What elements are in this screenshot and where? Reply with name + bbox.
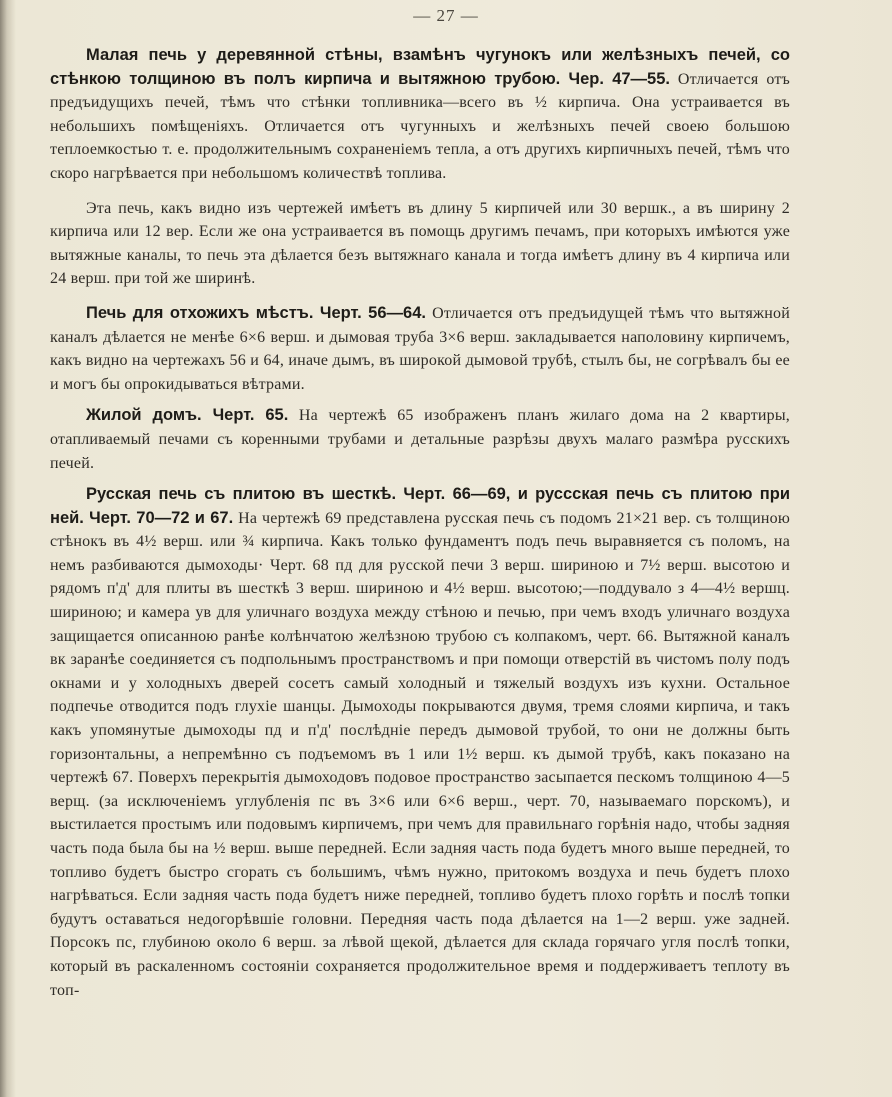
paragraph-small-stove (50, 44, 790, 186)
paragraph-text: Эта печь, какъ видно изъ чертежей имѣетъ въ длину 5 кирпичей или 30 вершк., а въ ширину 2 кирпича или 12 вер. Если же она устраивается въ помощь другимъ печамъ, при которыхъ имѣются уже вытяжные каналы, то печь эта дѣлается безъ вытяжнаго канала и тогда имѣетъ длину въ 4 кирпича или 24 верш. при той же ширинѣ. (50, 199, 790, 288)
section-heading: Русская печь съ плитою въ шесткѣ. Черт. 66—69, и русcская печь съ плитою при ней. Черт. 70—72 и 67. (50, 485, 790, 527)
paragraph-text: На чертежѣ 69 представлена русская печь съ подомъ 21×21 вер. съ толщиною стѣнокъ въ 4½ верш. или ¾ кирпича. Какъ только фундаментъ подъ печь выравняется съ поломъ, на немъ разбиваются дымоходы· Черт. 68 пд для русской печи 3 верш. шириною и 7½ верш. высотою и рядомъ п'д' для плиты въ шесткѣ 3 верш. шириною и 4½ верш. высотою;—поддувало з 4—4½ вершц. шириною; и камера ув для уличнаго воздуха между стѣною и печью, при чемъ входъ уличнаго воздуха защищается описанною ранѣе колѣнчатою желѣзною трубою съ колпакомъ, черт. 66. Вытяжной каналъ вк заранѣе соединяется съ подпольнымъ пространствомъ и при помощи отверстій въ чистомъ полу подъ окнами и у холодныхъ дверей сосетъ самый холодный и тяжелый воздухъ изъ кухни. Остальное подпечье отводится подъ глухіе шанцы. Дымоходы покрываются двумя, тремя слоями кирпича, и такъ какъ упомянутые дымоходы пд и п'д' послѣдніе передъ дымовой трубой, то они не должны быть горизонтальны, а непремѣнно съ подъемомъ въ 1 или 1½ верш. къ дымой трубѣ, какъ показано на чертежѣ 67. Поверхъ перекрытія дымоходовъ подовое пространство засыпается пескомъ толщиною 4—5 верщ. (за исключеніемъ углубленія пс въ 3×6 или 6×6 верш., черт. 70, называемаго порскомъ), и выстилается простымъ или подовымъ кирпичемъ, при чемъ для правильнаго горѣнія надо, чтобы задняя часть пода была бы на ½ верш. выше передней. Если задняя часть пода будетъ много выше передней, то топливо будетъ быстро сгорать съ большимъ, чѣмъ нужно, притокомъ воздуха и печь будетъ плохо нагрѣваться. Если задняя часть пода будетъ ниже передней, топливо будетъ плохо горѣть и послѣ топки будутъ оставаться недогорѣвшіе головни. Передняя часть пода дѣлается на 1—2 верш. уже задней. Порсокъ пс, глубиною около 6 верш. за лѣвой щекой, дѣлается для склада горячаго угля послѣ топки, который въ раскаленномъ состояніи сохраняется продолжительное время и поддерживаетъ теплоту въ топ- (50, 509, 790, 999)
section-heading: Жилой домъ. Черт. 65. (86, 406, 289, 425)
paragraph-text: Отличается отъ предъидущихъ печей, тѣмъ что стѣнки топливника—всего въ ½ кирпича. Она устраивается въ небольшихъ помѣщеніяхъ. Отличается отъ чугунныхъ и желѣзныхъ печей своею большою теплоемкостью т. е. продолжительнымъ сохраненіемъ тепла, а отъ другихъ кирпичныхъ печей, тѣмъ что скоро нагрѣвается при небольшомъ количествѣ топлива. (50, 70, 790, 182)
paragraph-text: На чертежѣ 65 изображенъ планъ жилаго дома на 2 квартиры, отапливаемый печами съ коренными трубами и детальные разрѣзы двухъ малаго размѣра русскихъ печей. (50, 407, 791, 472)
page-number: — 27 — (413, 6, 479, 25)
page-body (50, 44, 790, 1013)
paragraph-text: Отличается отъ предъидущей тѣмъ что вытяжной каналъ дѣлается не менѣе 6×6 верш. и дымовая труба 3×6 верш. закладывается наполовину кирпичемъ, какъ видно на чертежахъ 56 и 64, иначе дымъ, въ широкой дымовой трубѣ, стылъ бы, не согрѣвалъ бы ее и могъ бы опрокидываться вѣтрами. (50, 304, 790, 393)
paragraph-russian-stove (50, 483, 790, 1002)
section-heading: Малая печь у деревянной стѣны, взамѣнъ чугунокъ или желѣзныхъ печей, со стѣнкою толщиною въ полъ кирпича и вытяжною трубою. Чер. 47—55. (50, 46, 790, 88)
paragraph-stove-dimensions (50, 197, 790, 291)
section-heading: Печь для отхожихъ мѣстъ. Черт. 56—64. (86, 303, 426, 322)
paragraph-outhouse-stove (50, 302, 790, 396)
paragraph-dwelling-house (50, 404, 790, 475)
